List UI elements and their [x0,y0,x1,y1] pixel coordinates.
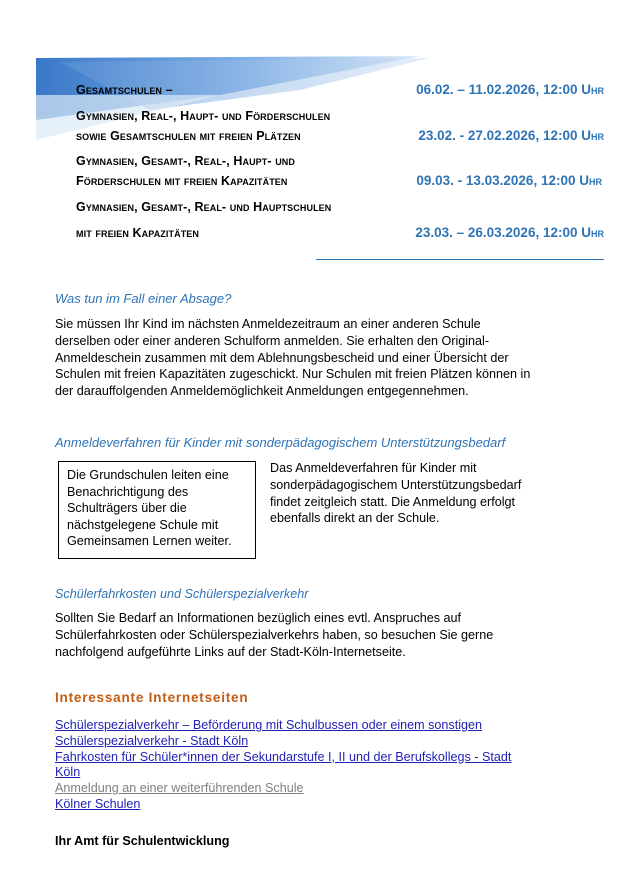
text-line: findet zeitgleich statt. Die Anmeldung erfolgt [270,494,516,509]
text-line: der darauffolgenden Anmeldemöglichkeit Anmeldungen entgegennehmen. [55,384,469,399]
schedule-date: 06.02. – 11.02.2026, 12:00 Uhr [416,82,604,97]
link-fahrkosten[interactable]: Fahrkosten für Schüler*innen der Sekundarstufe I, II und der Berufskollegs - Stadt [55,749,512,764]
schedule-school-type-cont: mit freien Kapazitäten [76,226,199,240]
text-line: Die Grundschulen leiten eine [67,468,229,482]
text-line: Sollten Sie Bedarf an Informationen bezüglich eines evtl. Anspruches auf [55,611,462,625]
schedule-date: 09.03. - 13.03.2026, 12:00 Uhr [416,173,602,188]
fahrt-heading: Schülerfahrkosten und Schülerspezialverkehr [55,587,309,601]
text-line: Anmeldeschein zusammen mit dem Ablehnungsbescheid und einer Übersicht der [55,350,509,365]
schedule-date: 23.02. - 27.02.2026, 12:00 Uhr [418,128,604,143]
text-line: Schulträgers über die [67,501,187,516]
schedule-school-type: Gesamtschulen – [76,83,173,97]
link-list [55,718,555,813]
text-line: Schülerfahrkosten oder Schülerspezialverkehrs haben, so besuchen Sie gerne [55,627,494,642]
text-line: Gemeinsamen Lernen weiter. [67,534,232,549]
text-line: derselben oder einer anderen Schulform anmelden. Sie erhalten den Original- [55,333,490,348]
absage-heading: Was tun im Fall einer Absage? [55,291,232,306]
text-line: nachfolgend aufgeführte Links auf der Stadt-Köln-Internetseite. [55,644,406,659]
sonder-paragraph [270,460,570,527]
internet-heading: Interessante Internetseiten [55,690,249,705]
text-line: ebenfalls direkt an der Schule. [270,511,440,526]
link-anmeldung-weiterfuehrende-schule[interactable]: Anmeldung an einer weiterführenden Schule [55,781,304,796]
link-schuelerspezialverkehr-stadt-koeln[interactable]: Schülerspezialverkehr - Stadt Köln [55,733,249,748]
text-line: Sie müssen Ihr Kind im nächsten Anmeldezeitraum an einer anderen Schule [55,317,481,331]
schedule-divider [316,259,604,260]
sonder-info-box [58,461,256,559]
text-line: nächstgelegene Schule mit [67,517,219,532]
schedule-school-type: Gymnasien, Real-, Haupt- und Förderschulen [76,109,331,123]
schedule-date: 23.03. – 26.03.2026, 12:00 Uhr [415,225,604,240]
link-koelner-schulen[interactable]: Kölner Schulen [55,796,141,811]
text-line: Benachrichtigung des [67,484,189,499]
schedule-school-type: Gymnasien, Gesamt-, Real- und Hauptschulen [76,200,332,214]
sonder-heading: Anmeldeverfahren für Kinder mit sonderpädagogischem Unterstützungsbedarf [55,435,506,450]
signature: Ihr Amt für Schulentwicklung [55,834,230,848]
text-line: sonderpädagogischem Unterstützungsbedarf [270,477,522,492]
text-line: Schulen mit freien Kapazitäten zugeschickt. Nur Schulen mit freien Plätzen können in [55,367,531,382]
link-schuelerspezialverkehr-befoerderung[interactable]: Schülerspezialverkehr – Beförderung mit Schulbussen oder einem sonstigen [55,718,483,732]
fahrt-paragraph [55,610,575,660]
text-line: Das Anmeldeverfahren für Kinder mit [270,461,477,475]
absage-paragraph [55,316,575,400]
schedule-school-type: Gymnasien, Gesamt-, Real-, Haupt- und [76,154,296,168]
schedule-school-type-cont: sowie Gesamtschulen mit freien Plätzen [76,129,301,143]
schedule-school-type-cont: Förderschulen mit freien Kapazitäten [76,174,288,188]
link-fahrkosten-cont[interactable]: Köln [55,765,81,780]
